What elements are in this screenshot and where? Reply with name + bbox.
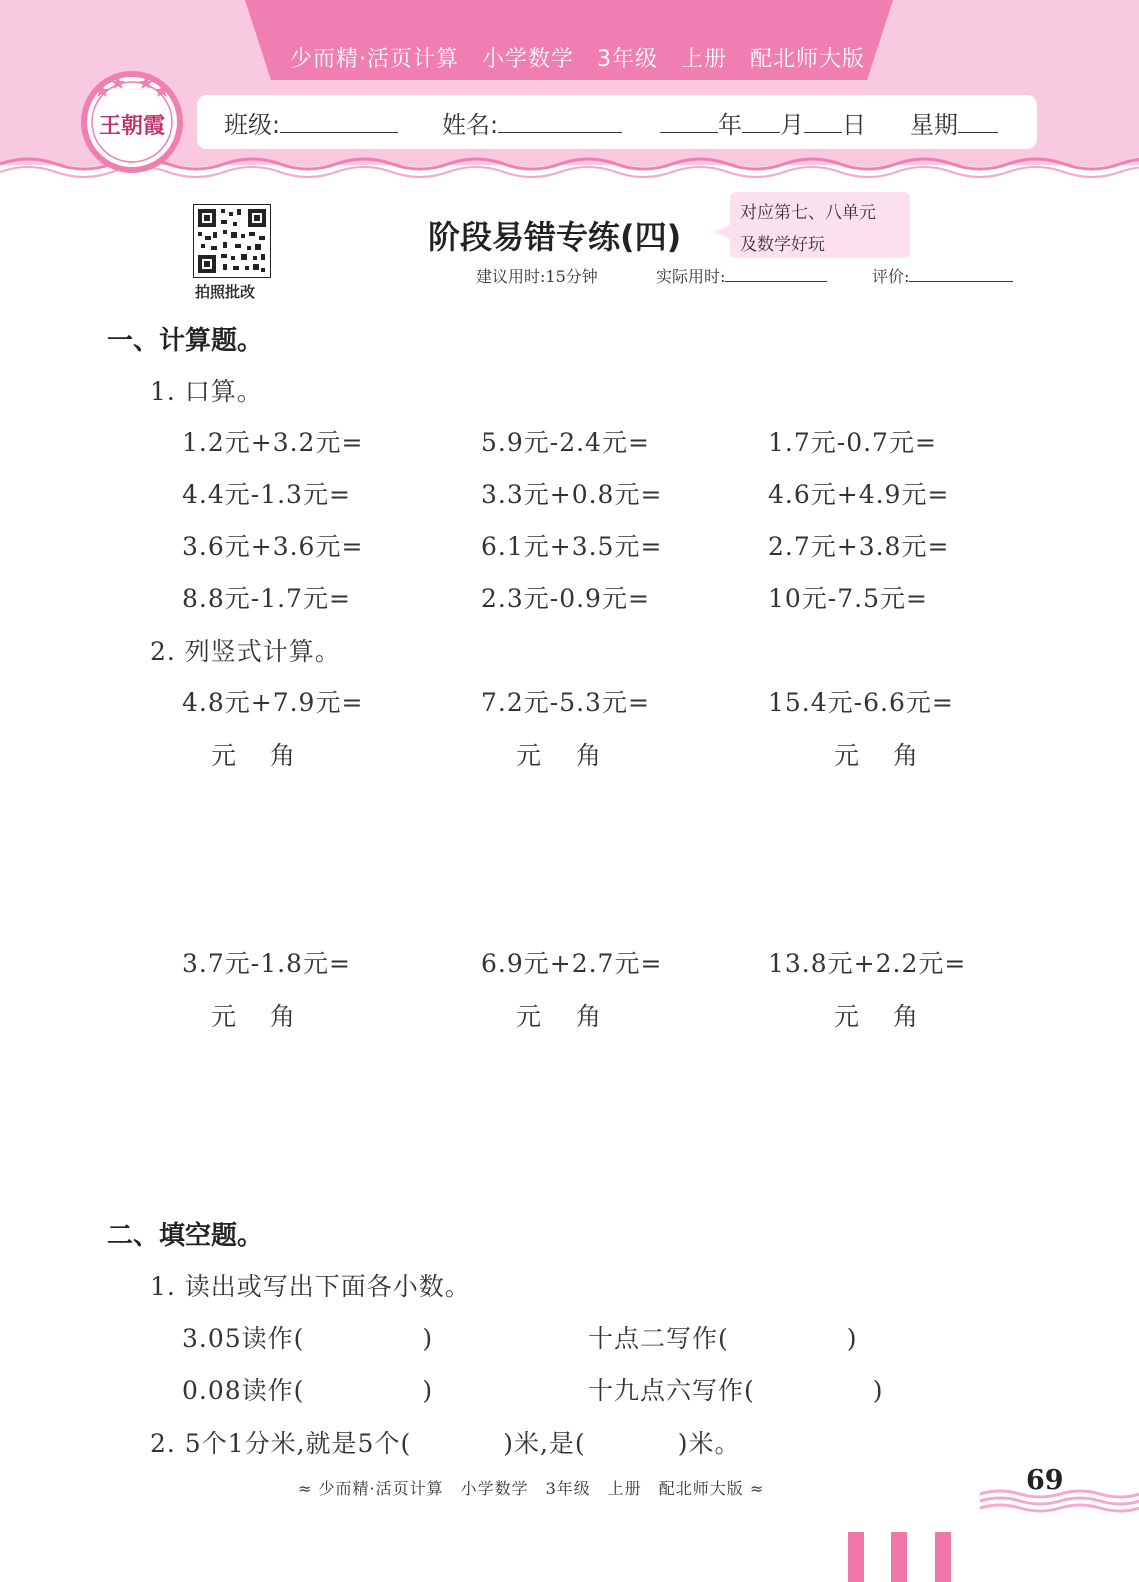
oral-calc-item: 10元-7.5元= (768, 584, 928, 613)
q2-label: 2. 列竖式计算。 (150, 637, 341, 666)
fill-item-text: 0.08读作( (182, 1376, 305, 1405)
fill-item-write-ten-point-two[interactable] (588, 1319, 858, 1355)
fill-item-text: 3.05读作( (182, 1324, 305, 1353)
close-paren: ) (422, 1376, 434, 1405)
oral-calc-item: 1.7元-0.7元= (768, 428, 937, 457)
class-label: 班级: (224, 111, 281, 139)
fill-q2-text: )米。 (677, 1429, 741, 1458)
fill-item-write-nineteen-point-six[interactable] (588, 1371, 884, 1407)
oral-calc-item: 5.9元-2.4元= (481, 428, 650, 457)
class-blank[interactable] (280, 110, 398, 133)
unit-jiao: 角 (576, 1002, 603, 1031)
fill-q2-text: )米,是( (503, 1429, 586, 1458)
day-blank[interactable] (804, 110, 842, 133)
name-label: 姓名: (442, 111, 499, 139)
oral-calc-item: 1.2元+3.2元= (182, 428, 364, 457)
unit-yuan: 元 (516, 1002, 543, 1031)
footer-bar (935, 1532, 951, 1582)
weekday-field[interactable] (910, 105, 998, 140)
footer-series-text: ≈ 少而精·活页计算 小学数学 3年级 上册 配北师大版 ≈ (298, 1479, 765, 1498)
close-paren: ) (846, 1324, 858, 1353)
year-blank[interactable] (660, 110, 718, 133)
oral-calc-item: 6.1元+3.5元= (481, 532, 663, 561)
vertical-calc-item: 3.7元-1.8元= (182, 949, 351, 978)
evaluation-label: 评价: (872, 267, 910, 286)
weekday-blank[interactable] (958, 110, 998, 133)
actual-time-field[interactable] (656, 264, 827, 287)
unit-yuan: 元 (516, 741, 543, 770)
series-title: 少而精·活页计算 小学数学 3年级 上册 配北师大版 (290, 47, 865, 72)
unit-yuan: 元 (834, 741, 861, 770)
footer-bar (891, 1532, 907, 1582)
name-field[interactable] (442, 105, 622, 140)
fill-q2-text: 2. 5个1分米,就是5个( (150, 1429, 412, 1458)
date-field[interactable] (660, 105, 866, 140)
fill-item-text: 十九点六写作( (588, 1376, 755, 1405)
vertical-calc-item: 6.9元+2.7元= (481, 949, 663, 978)
class-field[interactable] (224, 105, 398, 140)
unit-note-line2: 及数学好玩 (740, 235, 825, 255)
fill-item-read-0-08[interactable] (182, 1371, 433, 1407)
unit-yuan: 元 (834, 1002, 861, 1031)
section2-heading: 二、填空题。 (107, 1221, 264, 1251)
oral-calc-item: 4.4元-1.3元= (182, 480, 351, 509)
logo-text: 王朝霞 (98, 113, 166, 139)
name-blank[interactable] (498, 110, 622, 133)
page-number: 69 (1026, 1465, 1064, 1496)
unit-jiao: 角 (576, 741, 603, 770)
fill-q2[interactable] (150, 1424, 740, 1460)
vertical-calc-item: 15.4元-6.6元= (768, 688, 954, 717)
evaluation-field[interactable] (872, 264, 1013, 287)
page-title: 阶段易错专练(四) (428, 218, 682, 256)
oral-calc-item: 3.6元+3.6元= (182, 532, 364, 561)
qr-caption: 拍照批改 (195, 283, 256, 301)
unit-yuan: 元 (211, 741, 238, 770)
weekday-label: 星期 (910, 111, 958, 139)
unit-note-line1: 对应第七、八单元 (740, 203, 876, 223)
day-label: 日 (842, 111, 866, 139)
evaluation-blank[interactable] (909, 265, 1013, 282)
fill-item-text: 十点二写作( (588, 1324, 729, 1353)
month-label: 月 (780, 111, 804, 139)
unit-jiao: 角 (893, 1002, 920, 1031)
note-bubble-tail (715, 224, 731, 240)
suggested-time: 建议用时:15分钟 (476, 267, 598, 286)
vertical-calc-item: 13.8元+2.2元= (768, 949, 967, 978)
vertical-calc-item: 4.8元+7.9元= (182, 688, 364, 717)
fill-q1-label: 1. 读出或写出下面各小数。 (150, 1272, 471, 1301)
month-blank[interactable] (742, 110, 780, 133)
actual-time-blank[interactable] (725, 265, 827, 282)
footer-bar (848, 1532, 864, 1582)
close-paren: ) (422, 1324, 434, 1353)
close-paren: ) (872, 1376, 884, 1405)
brand-logo (80, 70, 184, 174)
year-label: 年 (718, 111, 742, 139)
oral-calc-item: 2.7元+3.8元= (768, 532, 950, 561)
q1-label: 1. 口算。 (150, 377, 263, 406)
vertical-calc-item: 7.2元-5.3元= (481, 688, 650, 717)
oral-calc-item: 8.8元-1.7元= (182, 584, 351, 613)
oral-calc-item: 3.3元+0.8元= (481, 480, 663, 509)
oral-calc-item: 2.3元-0.9元= (481, 584, 650, 613)
unit-yuan: 元 (211, 1002, 238, 1031)
fill-item-read-3-05[interactable] (182, 1319, 433, 1355)
unit-jiao: 角 (270, 741, 297, 770)
oral-calc-item: 4.6元+4.9元= (768, 480, 950, 509)
unit-jiao: 角 (270, 1002, 297, 1031)
unit-jiao: 角 (893, 741, 920, 770)
section1-heading: 一、计算题。 (107, 326, 264, 356)
actual-time-label: 实际用时: (656, 267, 726, 286)
qr-code-icon[interactable] (193, 204, 271, 278)
